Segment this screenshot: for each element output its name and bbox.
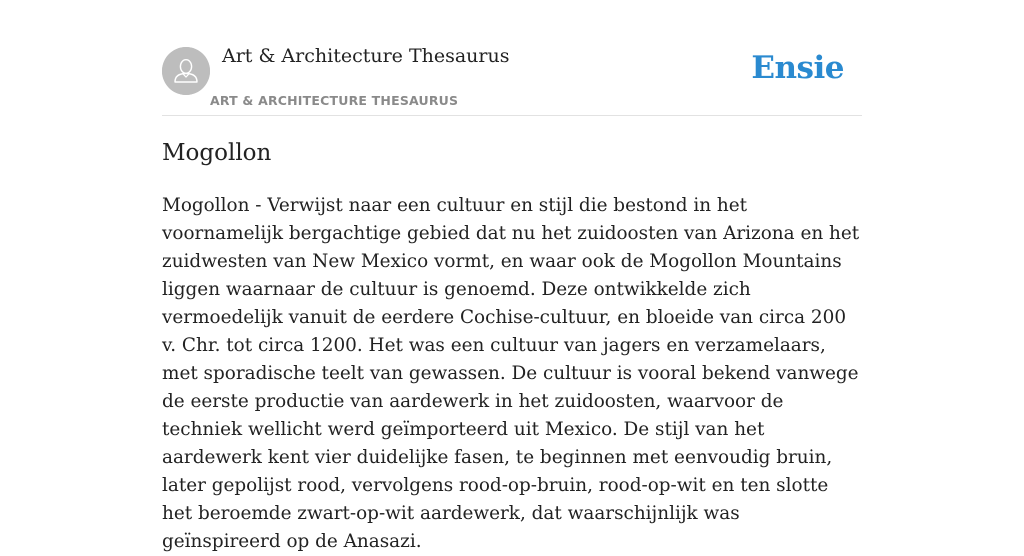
entry-definition: Mogollon - Verwijst naar een cultuur en stijl die bestond in het voornamelijk bergachtige gebied dat nu het zuidoosten van Arizona en het zuidwesten van New Mexico vormt, en waar ook de Mogollon Mountains liggen waarnaar de cultuur is genoemd. Deze ontwikkelde zich vermoedelijk vanuit de eerdere Cochise-cultuur, en bloeide van circa 200 v. Chr. tot circa 1200. Het was een cultuur van jagers en verzamelaars, met sporadische teelt van gewassen. De cultuur is vooral bekend vanwege de eerste productie van aardewerk in het zuidoosten, waarvoor de techniek wellicht werd geïmporteerd uit Mexico. De stijl van het aardewerk kent vier duidelijke fasen, te beginnen met eenvoudig bruin, later gepolijst rood, vervolgens rood-op-bruin, rood-op-wit en ten slotte het beroemde zwart-op-wit aardewerk, dat waarschijnlijk was geïnspireerd op de Anasazi. (162, 195, 860, 552)
content-container (162, 0, 862, 552)
user-icon[interactable] (162, 47, 210, 95)
source-title[interactable]: Art & Architecture Thesaurus (222, 45, 510, 67)
user-icon-graphic (162, 47, 210, 95)
brand-logo[interactable]: Ensie (751, 50, 844, 86)
source-header (162, 0, 862, 116)
source-subtitle[interactable]: ART & ARCHITECTURE THESAURUS (210, 93, 459, 108)
entry-title: Mogollon (162, 140, 272, 166)
